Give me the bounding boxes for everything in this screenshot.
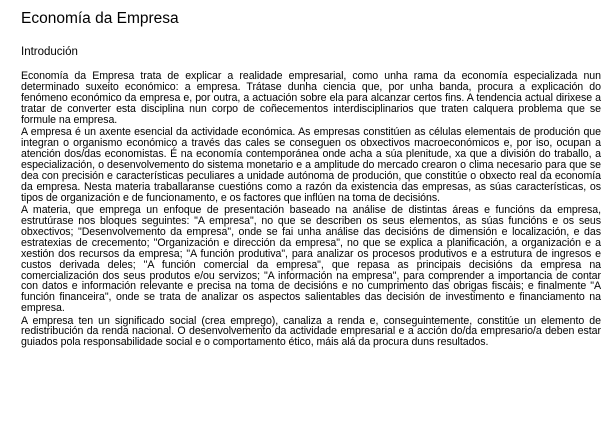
document-title: Economía da Empresa xyxy=(21,10,179,27)
paragraph-course-structure: A materia, que emprega un enfoque de presentación baseado na análise de distintas áreas e funcións da empresa, estrutúrase nos bloques seguintes: "A empresa", no que se describen os seus elementos, as súas funcións e os seus obxectivos; "Desenvolvemento da empresa", onde se fai unha análise das decisións de dimensión e localización, e das estratexias de crecemento; "Organización e dirección da empresa", no que se explica a planificación, a organización e a xestión dos recursos da empresa; "A función produtiva", para analizar os procesos produtivos e a estrutura de ingresos e custos derivada deles; "A función comercial da empresa", que repasa as principais decisións da empresa na comercialización dos seus produtos e/ou servizos; "A información na empresa", para comprender a importancia de contar con datos e información relevante e precisa na toma de decisións e no cumprimento das obrigas fiscais; e finalmente "A función financeira", onde se trata de analizar os aspectos salientables das decisión de investimento e financiamento na empresa. xyxy=(21,203,601,315)
document-body xyxy=(21,71,601,350)
paragraph-economic-agent: A empresa é un axente esencial da actividade económica. As empresas constitúen as células elementais de produción que integran o organismo económico a través das cales se conseguen os obxectivos macroeconómicos e, por iso, ocupan a atención dos/das economistas. É na economía contemporánea onde acha a súa plenitude, xa que a división do traballo, a especialización, o desenvolvemento do sistema monetario e a amplitude do mercado crearon o clima necesario para que se dea con precisión e características peculiares a unidade autónoma de produción, que constitúe o obxecto real da economía da empresa. Nesta materia traballaranse cuestións como a razón da existencia das empresas, as súas características, os tipos de organización e de funcionamento, e os factores que inflúen na toma de decisións. xyxy=(21,125,601,204)
paragraph-intro: Economía da Empresa trata de explicar a realidade empresarial, como unha rama da economía especializada nun determinado suxeito económico: a empresa. Trátase dunha ciencia que, por unha banda, procura a explicación do fenómeno económico da empresa e, por outra, a actuación sobre ela para alcanzar certos fins. A tendencia actual dirixese a tratar de converter esta disciplina nun corpo de coñecementos interdisciplinarios que traten calquera problema que se formule na empresa. xyxy=(21,70,601,126)
section-heading: Introdución xyxy=(21,46,78,58)
paragraph-social-significance: A empresa ten un significado social (crea emprego), canaliza a renda e, conseguintemente, constitúe un elemento de redistribución da renda nacional. O desenvolvemento da actividade empresarial e a acción do/da empresario/a deben estar guiados pola responsabilidade social e o comportamento ético, máis alá da procura duns resultados. xyxy=(21,314,601,349)
